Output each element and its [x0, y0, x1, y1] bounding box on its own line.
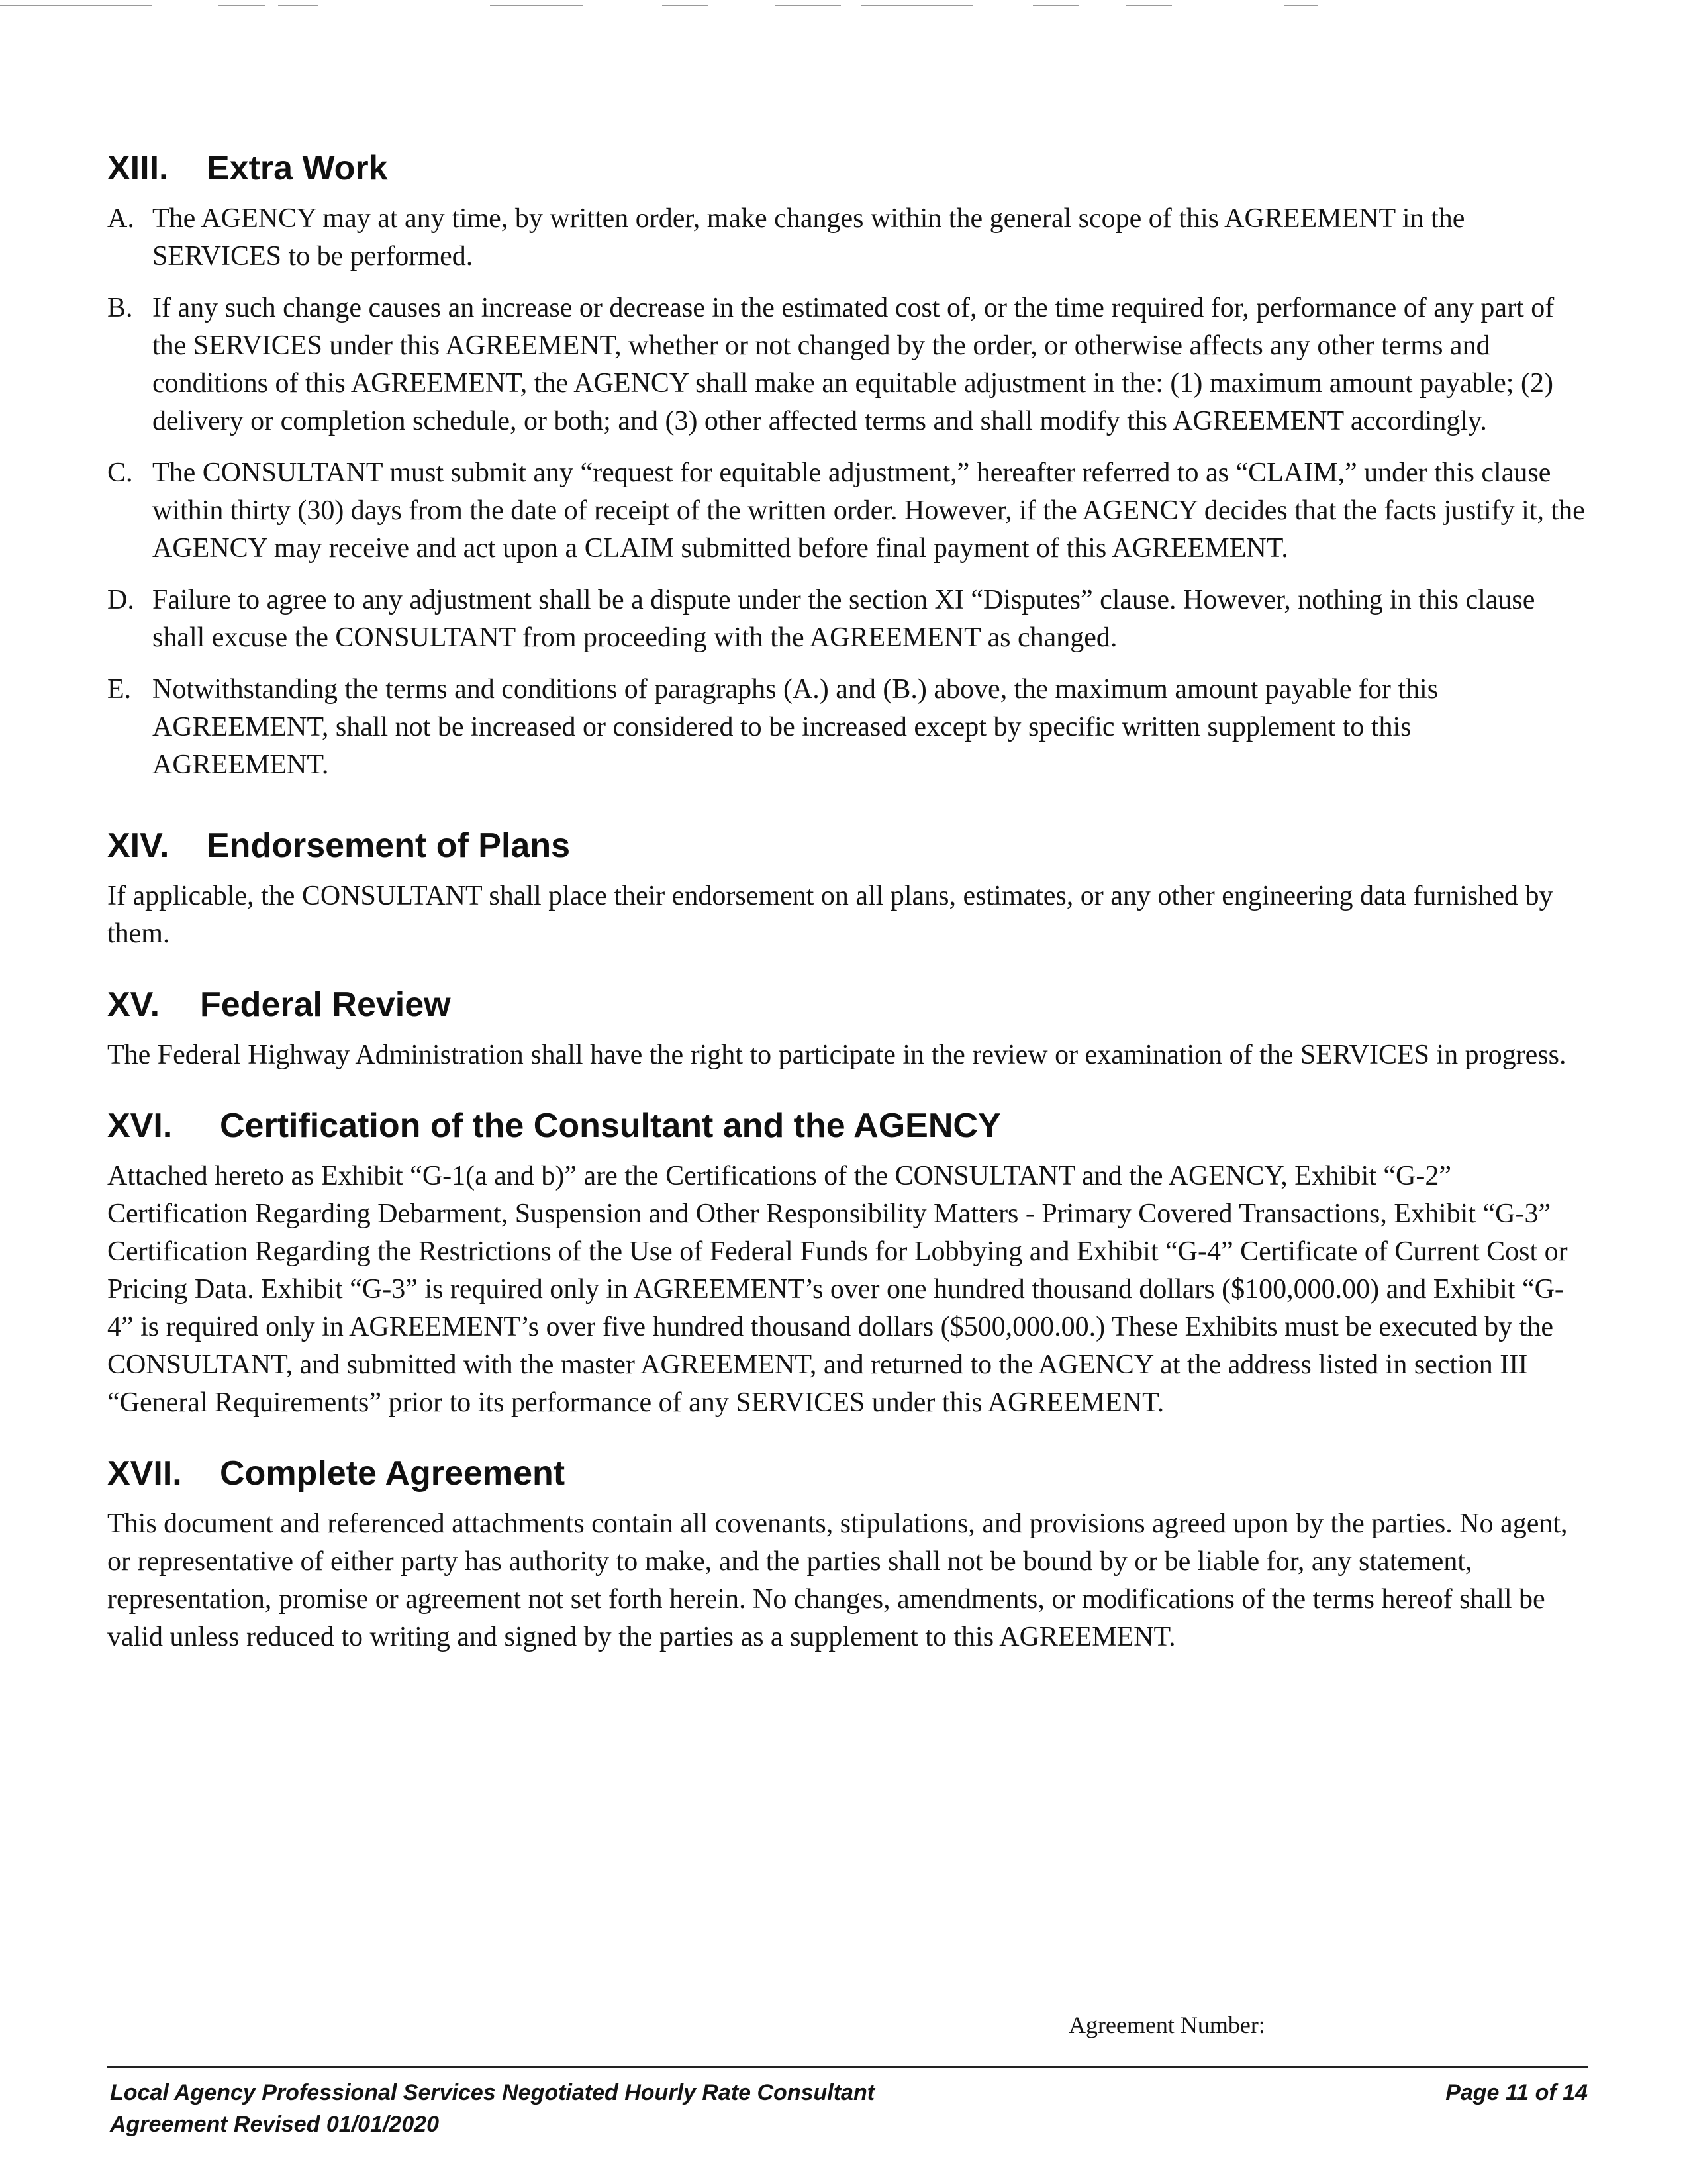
- page-number: Page 11 of 14: [1445, 2080, 1588, 2105]
- section-paragraph: If applicable, the CONSULTANT shall place their endorsement on all plans, estimates, or any other engineering data furnished by them.: [107, 881, 1553, 949]
- item-text: If any such change causes an increase or decrease in the estimated cost of, or the time required for, performance of any part of the SERVICES under this AGREEMENT, whether or not changed by the order, or otherwise affects any other terms and conditions of this AGREEMENT, the AGENCY shall make an equitable adjustment in the: (1) maximum amount payable; (2) delivery or completion schedule, or both; and (3) other affected terms and shall modify this AGREEMENT accordingly.: [152, 293, 1555, 436]
- section-title: Federal Review: [200, 985, 451, 1024]
- section-heading-complete-agreement: [107, 1452, 1588, 1495]
- section-title: Complete Agreement: [220, 1454, 565, 1493]
- footer-title-line-1: Local Agency Professional Services Negotiated Hourly Rate Consultant: [110, 2080, 875, 2105]
- section-number: XIV.: [107, 826, 169, 865]
- section-number: XIII.: [107, 149, 169, 187]
- item-letter: E.: [107, 674, 132, 705]
- item-text: Failure to agree to any adjustment shall be a dispute under the section XI “Disputes” clause. However, nothing in this clause shall excuse the CONSULTANT from proceeding with the AGREEMENT as changed.: [152, 585, 1535, 653]
- list-item: [107, 200, 1588, 275]
- document-body: [107, 147, 1588, 1656]
- item-letter: D.: [107, 585, 134, 615]
- item-text: Notwithstanding the terms and conditions of paragraphs (A.) and (B.) above, the maximum amount payable for this AGREEMENT, shall not be increased or considered to be increased except by specific written supplement to this AGREEMENT.: [152, 674, 1439, 780]
- footer-title: [110, 2077, 875, 2140]
- list-item: [107, 289, 1588, 440]
- section-title: Endorsement of Plans: [207, 826, 570, 865]
- section-title: Extra Work: [207, 149, 388, 187]
- footer-divider: [107, 2066, 1588, 2068]
- section-heading-extra-work: [107, 147, 1588, 189]
- scan-artifact-marks: [0, 0, 1687, 20]
- item-letter: A.: [107, 203, 134, 234]
- section-paragraph: The Federal Highway Administration shall have the right to participate in the review or examination of the SERVICES in progress.: [107, 1040, 1566, 1070]
- section-heading-federal-review: [107, 983, 1588, 1026]
- section-title: Certification of the Consultant and the AGENCY: [220, 1107, 1001, 1145]
- section-heading-certification: [107, 1105, 1588, 1147]
- section-number: XVI.: [107, 1107, 173, 1145]
- section-number: XV.: [107, 985, 160, 1024]
- item-letter: C.: [107, 458, 133, 488]
- item-text: The CONSULTANT must submit any “request for equitable adjustment,” hereafter referred to as “CLAIM,” under this clause within thirty (30) days from the date of receipt of the written order. However, if the AGENCY decides that the facts justify it, the AGENCY may receive and act upon a CLAIM submitted before final payment of this AGREEMENT.: [152, 458, 1585, 564]
- footer-title-line-2: Agreement Revised 01/01/2020: [110, 2112, 440, 2137]
- section-paragraph: This document and referenced attachments contain all covenants, stipulations, and provisions agreed upon by the parties. No agent, or representative of either party has authority to make, and the parties shall not be bound by or be liable for, any statement, representation, promise or agreement not set forth herein. No changes, amendments, or modifications of the terms hereof shall be valid unless reduced to writing and signed by the parties as a supplement to this AGREEMENT.: [107, 1509, 1568, 1652]
- list-item: [107, 454, 1588, 568]
- section-paragraph: Attached hereto as Exhibit “G-1(a and b)” are the Certifications of the CONSULTANT and the AGENCY, Exhibit “G-2” Certification Regarding Debarment, Suspension and Other Responsibility Matters - Primary Covered Transactions, Exhibit “G-3” Certification Regarding the Restrictions of the Use of Federal Funds for Lobbying and Exhibit “G-4” Certificate of Current Cost or Pricing Data. Exhibit “G-3” is required only in AGREEMENT’s over one hundred thousand dollars ($100,000.00) and Exhibit “G-4” is required only in AGREEMENT’s over five hundred thousand dollars ($500,000.00.) These Exhibits must be executed by the CONSULTANT, and submitted with the master AGREEMENT, and returned to the AGENCY at the address listed in section III “General Requirements” prior to its performance of any SERVICES under this AGREEMENT.: [107, 1161, 1568, 1418]
- list-item: [107, 671, 1588, 784]
- list-item: [107, 581, 1588, 657]
- section-heading-endorsement-of-plans: [107, 824, 1588, 867]
- section-number: XVII.: [107, 1454, 182, 1493]
- item-text: The AGENCY may at any time, by written order, make changes within the general scope of this AGREEMENT in the SERVICES to be performed.: [152, 203, 1465, 272]
- agreement-number-label: Agreement Number:: [1069, 2012, 1265, 2038]
- item-letter: B.: [107, 293, 133, 323]
